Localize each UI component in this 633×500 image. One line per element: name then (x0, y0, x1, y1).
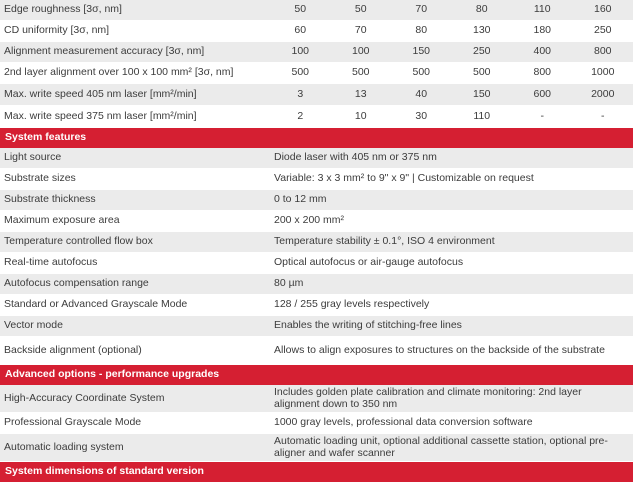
system-dimensions-header (0, 462, 633, 483)
feature-value: 200 x 200 mm² (270, 211, 633, 232)
spec-value: 2 (270, 106, 331, 128)
feature-label: Temperature controlled flow box (0, 232, 270, 253)
spec-value: 10 (331, 106, 392, 128)
spec-value: 500 (331, 63, 392, 84)
spec-label: Max. write speed 405 nm laser [mm²/min] (0, 84, 270, 106)
feature-value: Allows to align exposures to structures on the backside of the substrate (270, 337, 633, 365)
spec-value: 80 (391, 21, 452, 42)
spec-value: 250 (573, 21, 633, 42)
spec-value: - (573, 106, 633, 128)
spec-value: 150 (452, 84, 513, 106)
spec-row (0, 84, 633, 106)
feature-label: Substrate sizes (0, 169, 270, 190)
spec-label: 2nd layer alignment over 100 x 100 mm² [3σ, nm] (0, 63, 270, 84)
system-features-body (0, 148, 633, 365)
advanced-options-title: Advanced options - performance upgrades (0, 365, 633, 386)
advanced-options-header (0, 365, 633, 386)
feature-value: Variable: 3 x 3 mm² to 9" x 9" | Customizable on request (270, 169, 633, 190)
feature-value: Diode laser with 405 nm or 375 nm (270, 148, 633, 169)
spec-value: 1000 (573, 63, 633, 84)
spec-row (0, 42, 633, 63)
spec-value: 130 (452, 21, 513, 42)
feature-row (0, 413, 633, 434)
spec-value: 70 (391, 0, 452, 21)
feature-row (0, 385, 633, 413)
feature-value: Automatic loading unit, optional additional cassette station, optional pre-aligner and wafer scanner (270, 434, 633, 462)
feature-row (0, 434, 633, 462)
feature-row (0, 169, 633, 190)
features-table (0, 128, 633, 482)
spec-value: 600 (512, 84, 573, 106)
spec-value: 2000 (573, 84, 633, 106)
feature-label: Professional Grayscale Mode (0, 413, 270, 434)
feature-row (0, 148, 633, 169)
feature-label: High-Accuracy Coordinate System (0, 385, 270, 413)
feature-label: Automatic loading system (0, 434, 270, 462)
system-features-title: System features (0, 128, 633, 148)
spec-value: 500 (452, 63, 513, 84)
spec-value: 150 (391, 42, 452, 63)
feature-value: 1000 gray levels, professional data conversion software (270, 413, 633, 434)
spec-value: 160 (573, 0, 633, 21)
feature-label: Autofocus compensation range (0, 274, 270, 295)
spec-label: Edge roughness [3σ, nm] (0, 0, 270, 21)
feature-row (0, 337, 633, 365)
spec-table (0, 0, 633, 128)
feature-row (0, 316, 633, 337)
feature-label: Light source (0, 148, 270, 169)
feature-row (0, 232, 633, 253)
feature-row (0, 211, 633, 232)
spec-value: 250 (452, 42, 513, 63)
spec-value: 100 (270, 42, 331, 63)
spec-value: 30 (391, 106, 452, 128)
spec-value: 70 (331, 21, 392, 42)
spec-row (0, 106, 633, 128)
feature-value: Includes golden plate calibration and climate monitoring: 2nd layer alignment down to 350 nm (270, 385, 633, 413)
spec-value: 500 (270, 63, 331, 84)
feature-label: Standard or Advanced Grayscale Mode (0, 295, 270, 316)
spec-value: 60 (270, 21, 331, 42)
feature-label: Backside alignment (optional) (0, 337, 270, 365)
spec-value: 50 (270, 0, 331, 21)
spec-row (0, 0, 633, 21)
feature-value: Optical autofocus or air-gauge autofocus (270, 253, 633, 274)
spec-table-body (0, 0, 633, 128)
spec-value: 13 (331, 84, 392, 106)
feature-row (0, 190, 633, 211)
spec-label: Alignment measurement accuracy [3σ, nm] (0, 42, 270, 63)
spec-value: 800 (573, 42, 633, 63)
feature-label: Substrate thickness (0, 190, 270, 211)
spec-value: 80 (452, 0, 513, 21)
spec-value: 3 (270, 84, 331, 106)
spec-value: 180 (512, 21, 573, 42)
advanced-options-body (0, 385, 633, 462)
feature-label: Real-time autofocus (0, 253, 270, 274)
spec-value: - (512, 106, 573, 128)
feature-row (0, 253, 633, 274)
spec-value: 400 (512, 42, 573, 63)
feature-row (0, 295, 633, 316)
spec-value: 500 (391, 63, 452, 84)
feature-value: 0 to 12 mm (270, 190, 633, 211)
feature-value: Enables the writing of stitching-free lines (270, 316, 633, 337)
spec-label: CD uniformity [3σ, nm] (0, 21, 270, 42)
spec-value: 110 (512, 0, 573, 21)
feature-label: Maximum exposure area (0, 211, 270, 232)
spec-value: 110 (452, 106, 513, 128)
spec-row (0, 63, 633, 84)
system-features-header (0, 128, 633, 148)
spec-value: 40 (391, 84, 452, 106)
system-dimensions-title: System dimensions of standard version (0, 462, 633, 483)
feature-row (0, 274, 633, 295)
feature-value: 128 / 255 gray levels respectively (270, 295, 633, 316)
feature-value: Temperature stability ± 0.1°, ISO 4 environment (270, 232, 633, 253)
spec-value: 800 (512, 63, 573, 84)
spec-value: 50 (331, 0, 392, 21)
spec-value: 100 (331, 42, 392, 63)
feature-value: 80 µm (270, 274, 633, 295)
feature-label: Vector mode (0, 316, 270, 337)
spec-row (0, 21, 633, 42)
spec-label: Max. write speed 375 nm laser [mm²/min] (0, 106, 270, 128)
